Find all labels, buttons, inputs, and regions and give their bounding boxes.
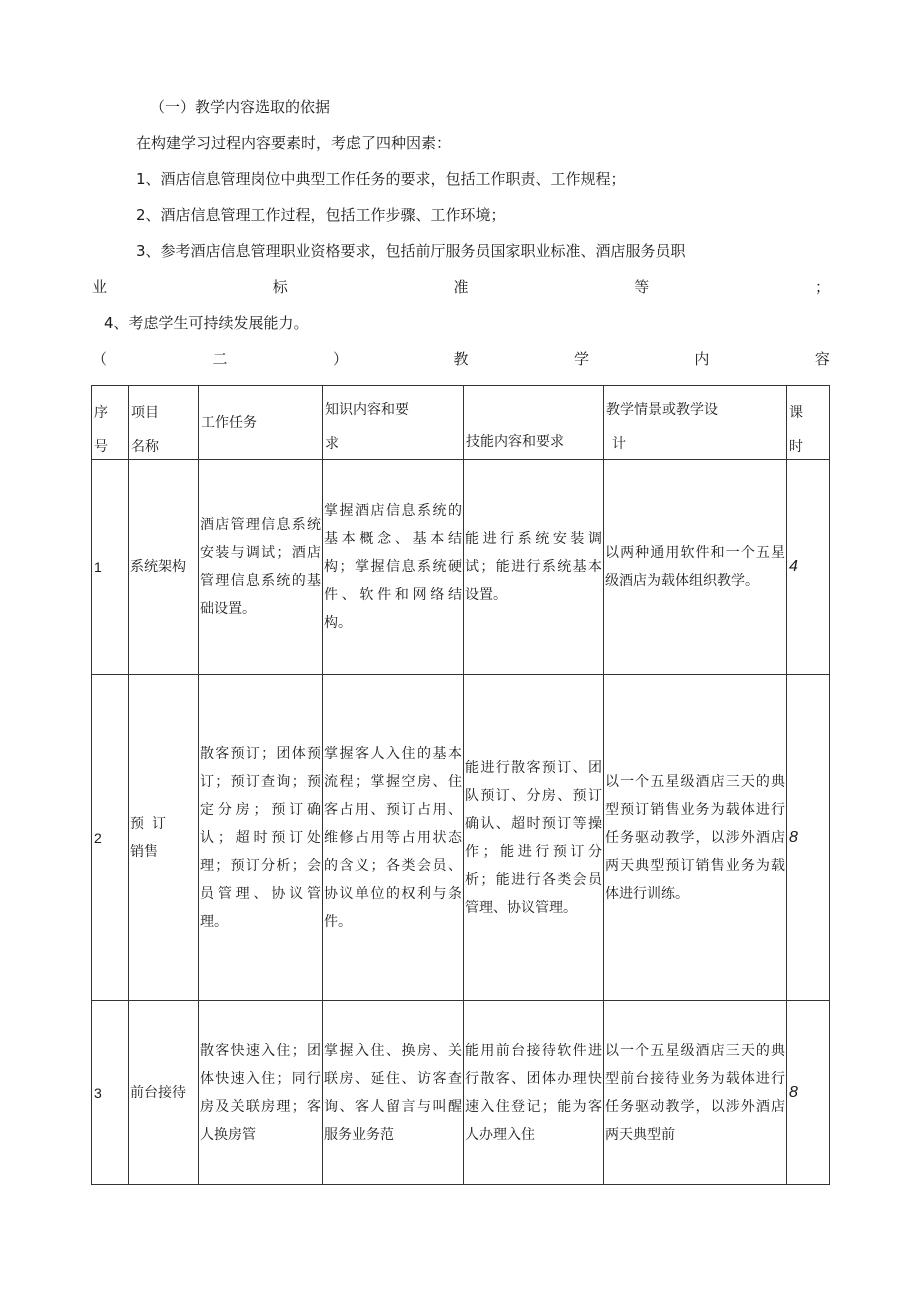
header-design: 教学情景或教学设 计 — [604, 386, 787, 460]
cell-skill: 能进行散客预订、团队预订、分房、预订确认、超时预订等操作；能进行预订分析；能进行各类会员管理、协议管理。 — [464, 675, 604, 1001]
section-intro: 在构建学习过程内容要素时，考虑了四种因素： — [136, 134, 452, 152]
cell-no: 1 — [92, 460, 129, 675]
heading-char: 二 — [212, 350, 228, 368]
cell-no: 3 — [92, 1001, 129, 1185]
heading-char: 容 — [814, 350, 830, 368]
cell-task: 散客快速入住；团体快速入住；同行房及关联房理；客人换房管 — [199, 1001, 323, 1185]
header-name: 项目 名称 — [129, 386, 199, 460]
justified-char: 标 — [272, 278, 288, 296]
header-knowledge: 知识内容和要 求 — [323, 386, 464, 460]
list-item-continuation — [92, 277, 830, 297]
section-heading-content — [92, 349, 830, 369]
cell-hours: 8 — [787, 1001, 830, 1185]
list-item: 4、考虑学生可持续发展能力。 — [104, 314, 309, 332]
cell-task: 酒店管理信息系统安装与调试；酒店管理信息系统的基础设置。 — [199, 460, 323, 675]
cell-design: 以一个五星级酒店三天的典型前台接待业务为载体进行任务驱动教学，以涉外酒店两天典型前 — [604, 1001, 787, 1185]
table-row — [92, 675, 830, 1001]
cell-design: 以两种通用软件和一个五星级酒店为载体组织教学。 — [604, 460, 787, 675]
cell-name: 预订销售 — [129, 675, 199, 1001]
list-item: 1、酒店信息管理岗位中典型工作任务的要求，包括工作职责、工作规程； — [136, 170, 626, 188]
cell-knowledge: 掌握入住、换房、关联房、延住、访客查询、客人留言与叫醒服务业务范 — [323, 1001, 464, 1185]
cell-task: 散客预订；团体预订；预订查询；预定分房；预订确认；超时预订处理；预订分析；会员管理、协议管理。 — [199, 675, 323, 1001]
heading-char: （ — [92, 350, 108, 368]
list-item: 3、参考酒店信息管理职业资格要求，包括前厅服务员国家职业标准、酒店服务员职 — [136, 242, 686, 260]
cell-skill: 能用前台接待软件进行散客、团体办理快速入住登记；能为客人办理入住 — [464, 1001, 604, 1185]
heading-char: ） — [332, 350, 348, 368]
header-hours: 课 时 — [787, 386, 830, 460]
table-row — [92, 460, 830, 675]
cell-no: 2 — [92, 675, 129, 1001]
list-item: 2、酒店信息管理工作过程，包括工作步骤、工作环境； — [136, 206, 506, 224]
cell-hours: 4 — [787, 460, 830, 675]
cell-design: 以一个五星级酒店三天的典型预订销售业务为载体进行任务驱动教学，以涉外酒店两天典型预订销售业务为载体进行训练。 — [604, 675, 787, 1001]
cell-name: 前台接待 — [129, 1001, 199, 1185]
header-no: 序 号 — [92, 386, 129, 460]
justified-char: ； — [814, 278, 830, 296]
table-row — [92, 1001, 830, 1185]
justified-char: 准 — [453, 278, 469, 296]
heading-char: 学 — [573, 350, 589, 368]
cell-name: 系统架构 — [129, 460, 199, 675]
header-task: 工作任务 — [199, 386, 323, 460]
heading-char: 教 — [453, 350, 469, 368]
header-skill: 技能内容和要求 — [464, 386, 604, 460]
table-header-row — [92, 386, 830, 460]
cell-knowledge: 掌握客人入住的基本流程；掌握空房、住客占用、预订占用、维修占用等占用状态的含义；各类会员、协议单位的权利与条件。 — [323, 675, 464, 1001]
section-heading-basis: （一）教学内容选取的依据 — [150, 98, 331, 116]
cell-knowledge: 掌握酒店信息系统的基本概念、基本结构；掌握信息系统硬件、软件和网络结构。 — [323, 460, 464, 675]
heading-char: 内 — [694, 350, 710, 368]
justified-char: 等 — [634, 278, 650, 296]
cell-hours: 8 — [787, 675, 830, 1001]
teaching-content-table — [91, 385, 830, 1185]
justified-char: 业 — [92, 278, 108, 296]
cell-skill: 能进行系统安装调试；能进行系统基本设置。 — [464, 460, 604, 675]
